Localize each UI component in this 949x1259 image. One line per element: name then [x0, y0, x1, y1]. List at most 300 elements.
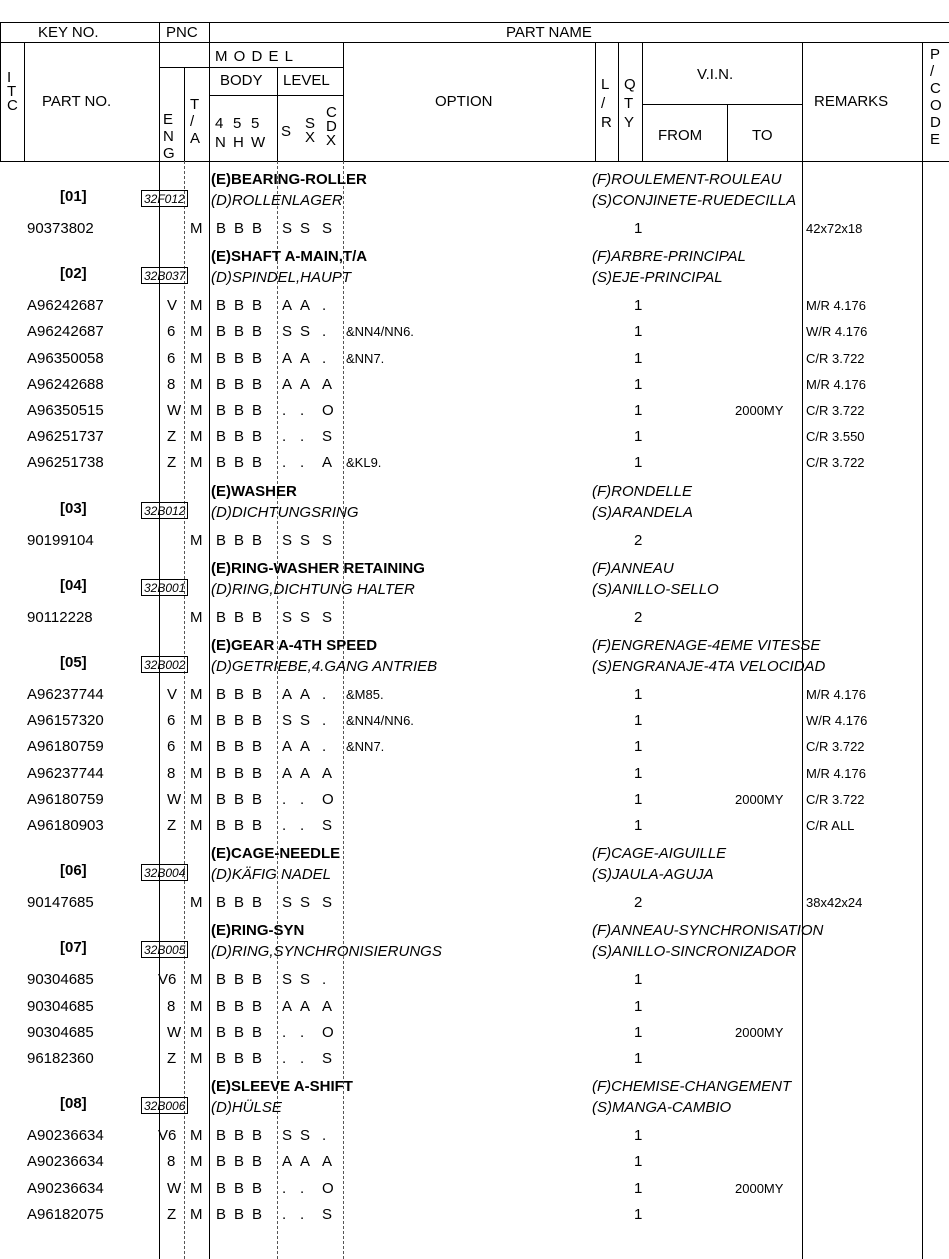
level-code: . — [322, 712, 327, 730]
part-name-en: (E)SLEEVE A-SHIFT — [211, 1078, 353, 1096]
body-code: B — [216, 997, 227, 1015]
body-code: B — [216, 971, 227, 989]
body-code: B — [234, 1153, 245, 1171]
level-code: S — [282, 894, 293, 912]
level-code: S — [282, 971, 293, 989]
part-number: A96182075 — [27, 1205, 104, 1223]
part-number: 90199104 — [27, 531, 94, 549]
ta-header-letter: T — [190, 96, 200, 113]
ta-code: M — [190, 402, 203, 419]
body-code: B — [234, 297, 245, 315]
ta-code: M — [190, 1023, 203, 1041]
body-code: B — [216, 220, 227, 237]
body-code: B — [216, 1179, 227, 1197]
ta-code: M — [190, 686, 203, 703]
quantity: 2 — [634, 894, 643, 912]
part-name-fr: (F)ROULEMENT-ROULEAU — [592, 171, 782, 188]
part-name-de: (D)SPINDEL,HAUPT — [211, 269, 352, 287]
quantity: 1 — [634, 454, 643, 472]
vin-rule — [642, 104, 802, 105]
quantity: 1 — [634, 712, 643, 730]
quantity: 1 — [634, 764, 643, 782]
level-code: . — [282, 790, 287, 808]
part-name-de: (D)HÜLSE — [211, 1099, 282, 1117]
key-number: [06] — [60, 862, 87, 880]
level-code: O — [322, 1023, 334, 1041]
body-code: B — [234, 220, 245, 237]
part-number: A96237744 — [27, 764, 104, 782]
option-code: &KL9. — [346, 455, 382, 471]
body-code: B — [234, 790, 245, 808]
option-divider — [343, 42, 344, 161]
body-code: B — [252, 1179, 263, 1197]
part-number: A96350058 — [27, 349, 104, 367]
body-code: B — [252, 817, 263, 834]
body-code: B — [252, 971, 263, 989]
level-code: A — [300, 1153, 311, 1171]
part-number: A96180903 — [27, 817, 104, 834]
itc-divider — [24, 42, 25, 161]
model-header: M O D E L — [215, 48, 295, 65]
quantity: 1 — [634, 971, 643, 989]
eng-code: V — [167, 297, 178, 315]
eng-code: Z — [167, 817, 177, 834]
level-code: A — [282, 349, 293, 367]
body-code: B — [234, 1179, 245, 1197]
body-code: B — [252, 402, 263, 419]
remarks-text: M/R 4.176 — [806, 298, 866, 314]
body-code: B — [252, 894, 263, 912]
level-code: S — [300, 712, 311, 730]
pnc-header: PNC — [166, 24, 198, 41]
pcode-header-letter: / — [930, 63, 935, 80]
body-code: B — [216, 738, 227, 756]
body-col-remarks — [802, 161, 803, 1259]
pcode-header-letter: E — [930, 131, 941, 148]
quantity: 1 — [634, 220, 643, 237]
part-name-en: (E)SHAFT A-MAIN,T/A — [211, 248, 368, 266]
quantity: 1 — [634, 1153, 643, 1171]
body-code: B — [252, 712, 263, 730]
part-number: A90236634 — [27, 1179, 104, 1197]
pnc-code: 32B005 — [141, 941, 188, 958]
ta-code: M — [190, 323, 203, 341]
lr-header-letter: / — [601, 95, 606, 112]
body-code: B — [234, 323, 245, 341]
body-code: B — [252, 531, 263, 549]
body-code: B — [216, 686, 227, 703]
ta-code: M — [190, 764, 203, 782]
frame-left — [0, 22, 1, 161]
ta-code: M — [190, 428, 203, 446]
part-name-fr: (F)ENGRENAGE-4EME VITESSE — [592, 637, 821, 654]
pcode-header-letter: P — [930, 46, 941, 63]
option-code: &NN7. — [346, 739, 385, 755]
part-name-de: (D)RING,DICHTUNG HALTER — [211, 580, 415, 598]
level-code: . — [282, 1023, 287, 1041]
part-name-fr: (F)CHEMISE-CHANGEMENT — [592, 1078, 792, 1096]
itc-header-letter: C — [7, 97, 18, 114]
pnc-code: 32B004 — [141, 864, 188, 881]
vin-divider — [642, 42, 643, 161]
quantity: 1 — [634, 1023, 643, 1041]
level-code: A — [282, 997, 293, 1015]
part-name-es: (S)ARANDELA — [592, 503, 693, 521]
vin-from: 2000MY — [735, 1180, 784, 1196]
pnc-code: 32B006 — [141, 1097, 188, 1114]
part-name-es: (S)EJE-PRINCIPAL — [592, 269, 723, 287]
part-name-es: (S)ENGRANAJE-4TA VELOCIDAD — [592, 658, 826, 675]
eng-code: Z — [167, 428, 177, 446]
body-code: B — [216, 349, 227, 367]
level-code: S — [322, 220, 333, 237]
ta-code: M — [190, 375, 203, 393]
eng-ta-divider — [184, 67, 185, 161]
body-code: B — [234, 712, 245, 730]
part-number: A90236634 — [27, 1127, 104, 1145]
level-code: . — [300, 1050, 305, 1067]
body-col-header-letter: 4 — [215, 115, 224, 132]
itc-header-letter: I — [7, 69, 12, 86]
level-code: A — [300, 764, 311, 782]
remarks-text: C/R ALL — [806, 818, 855, 833]
part-number: A96251737 — [27, 428, 104, 446]
part-name-header: PART NAME — [506, 24, 592, 41]
level-code: A — [282, 738, 293, 756]
pnc-code: 32B001 — [141, 579, 188, 596]
part-number: A96242687 — [27, 297, 104, 315]
body-code: B — [216, 454, 227, 472]
body-col-header-letter: W — [251, 134, 266, 151]
quantity: 1 — [634, 297, 643, 315]
part-number: A96242688 — [27, 375, 104, 393]
quantity: 1 — [634, 323, 643, 341]
body-code: B — [234, 402, 245, 419]
body-code: B — [252, 738, 263, 756]
level-code: . — [322, 971, 327, 989]
body-code: B — [252, 220, 263, 237]
body-code: B — [216, 1050, 227, 1067]
remarks-text: C/R 3.722 — [806, 403, 865, 418]
part-number: 96182360 — [27, 1050, 94, 1067]
level-code: A — [300, 738, 311, 756]
body-code: B — [216, 1153, 227, 1171]
part-number: 90112228 — [27, 608, 93, 626]
part-name-en: (E)GEAR A-4TH SPEED — [211, 637, 378, 654]
pnc-code: 32B002 — [141, 656, 188, 673]
key-number: [01] — [60, 188, 87, 205]
remarks-text: 38x42x24 — [806, 895, 863, 911]
level-header: LEVEL — [283, 72, 330, 89]
level-code: A — [322, 997, 333, 1015]
body-col-header-letter: 5 — [233, 115, 242, 132]
level-code: . — [300, 428, 305, 446]
remarks-divider — [802, 42, 803, 161]
ta-code: M — [190, 1179, 203, 1197]
body-code: B — [234, 817, 245, 834]
ta-code: M — [190, 738, 203, 756]
option-header: OPTION — [435, 93, 493, 110]
level-code: . — [322, 297, 327, 315]
eng-code: Z — [167, 1205, 177, 1223]
key-no-header: KEY NO. — [38, 24, 99, 41]
eng-code: 6 — [167, 738, 176, 756]
part-name-en: (E)CAGE-NEEDLE — [211, 845, 341, 863]
quantity: 1 — [634, 428, 643, 446]
remarks-header: REMARKS — [814, 93, 889, 110]
body-col-eng — [184, 161, 185, 1259]
part-name-fr: (F)ANNEAU — [592, 559, 674, 577]
quantity: 2 — [634, 531, 643, 549]
body-code: B — [252, 349, 263, 367]
body-code: B — [234, 764, 245, 782]
model-rule — [159, 67, 343, 68]
level-code: . — [300, 1179, 305, 1197]
ta-code: M — [190, 894, 203, 912]
part-number: A96157320 — [27, 712, 104, 730]
body-code: B — [234, 349, 245, 367]
option-code: &NN7. — [346, 350, 385, 366]
body-code: B — [216, 428, 227, 446]
eng-code: V — [167, 686, 178, 703]
part-name-de: (D)DICHTUNGSRING — [211, 503, 359, 521]
body-code: B — [252, 1153, 263, 1171]
body-code: B — [216, 297, 227, 315]
body-code: B — [216, 790, 227, 808]
remarks-text: W/R 4.176 — [806, 324, 868, 340]
level-code: S — [322, 428, 333, 446]
body-code: B — [252, 764, 263, 782]
body-code: B — [216, 608, 227, 626]
vin-from-header: FROM — [658, 127, 703, 144]
level-code: A — [282, 297, 293, 315]
remarks-text: C/R 3.550 — [806, 429, 865, 445]
body-col-pnc — [159, 161, 160, 1259]
level-code: . — [282, 817, 287, 834]
remarks-text: M/R 4.176 — [806, 376, 866, 392]
part-number: A96180759 — [27, 790, 104, 808]
eng-code: 8 — [167, 375, 176, 393]
level-code: . — [300, 817, 305, 834]
ta-code: M — [190, 790, 203, 808]
part-name-es: (S)MANGA-CAMBIO — [592, 1099, 732, 1117]
pcode-header-letter: C — [930, 80, 941, 97]
eng-code: V6 — [158, 1127, 177, 1145]
from-to-divider — [727, 104, 728, 161]
ta-code: M — [190, 712, 203, 730]
level-code: A — [322, 454, 333, 472]
body-code: B — [252, 608, 263, 626]
eng-header-letter: E — [163, 111, 174, 128]
level-code: S — [300, 531, 311, 549]
body-code: B — [234, 1050, 245, 1067]
part-number: 90373802 — [27, 220, 94, 237]
part-name-en: (E)WASHER — [211, 482, 297, 500]
body-code: B — [216, 375, 227, 393]
part-name-es: (S)CONJINETE-RUEDECILLA — [592, 192, 797, 209]
ta-code: M — [190, 297, 203, 315]
part-number: 90147685 — [27, 894, 94, 912]
body-code: B — [252, 1023, 263, 1041]
body-code: B — [252, 428, 263, 446]
body-code: B — [216, 712, 227, 730]
level-code: S — [322, 817, 333, 834]
quantity: 2 — [634, 608, 643, 626]
body-col-part — [209, 161, 210, 1259]
level-col-header-letter: X — [305, 129, 316, 146]
body-code: B — [252, 790, 263, 808]
body-col-header-letter: N — [215, 134, 226, 151]
body-col-header-letter: 5 — [251, 115, 260, 132]
part-name-de: (D)GETRIEBE,4.GANG ANTRIEB — [211, 658, 438, 675]
pcode-divider — [922, 42, 923, 161]
level-code: S — [282, 712, 293, 730]
ta-code: M — [190, 220, 203, 237]
pnc-code: 32F012 — [141, 190, 188, 207]
level-code: . — [282, 428, 287, 446]
level-code: A — [322, 1153, 333, 1171]
key-number: [05] — [60, 654, 87, 671]
remarks-text: C/R 3.722 — [806, 739, 865, 755]
key-number: [04] — [60, 576, 87, 594]
level-code: . — [322, 1127, 327, 1145]
pnc-code: 32B037 — [141, 267, 188, 284]
body-code: B — [252, 323, 263, 341]
body-code: B — [216, 402, 227, 419]
body-code: B — [234, 894, 245, 912]
level-code: . — [322, 686, 327, 703]
level-code: S — [300, 971, 311, 989]
level-code: . — [322, 323, 327, 341]
ta-code: M — [190, 608, 203, 626]
part-name-es: (S)ANILLO-SELLO — [592, 580, 719, 598]
part-name-fr: (F)CAGE-AIGUILLE — [592, 845, 727, 863]
level-code: S — [282, 323, 293, 341]
itc-header-letter: T — [7, 83, 17, 100]
remarks-text: M/R 4.176 — [806, 687, 866, 702]
part-no-header: PART NO. — [42, 93, 112, 110]
qty-divider — [618, 42, 619, 161]
body-level-rule — [209, 95, 343, 96]
level-code: A — [300, 297, 311, 315]
eng-code: W — [167, 402, 182, 419]
level-code: . — [322, 738, 327, 756]
level-col-header-letter: S — [305, 115, 316, 132]
quantity: 1 — [634, 375, 643, 393]
part-name-fr: (F)RONDELLE — [592, 482, 693, 500]
key-number: [02] — [60, 265, 87, 283]
body-code: B — [234, 531, 245, 549]
part-name-es: (S)JAULA-AGUJA — [592, 866, 714, 884]
level-code: S — [300, 1127, 311, 1145]
ta-code: M — [190, 349, 203, 367]
option-code: &NN4/NN6. — [346, 713, 414, 729]
level-code: S — [282, 531, 293, 549]
part-number: 90304685 — [27, 971, 94, 989]
eng-code: 6 — [167, 712, 176, 730]
eng-code: V6 — [158, 971, 177, 989]
vin-to-header: TO — [752, 127, 773, 144]
level-code: . — [300, 454, 305, 472]
body-code: B — [234, 997, 245, 1015]
option-code: &NN4/NN6. — [346, 324, 414, 340]
body-code: B — [216, 323, 227, 341]
ta-code: M — [190, 1205, 203, 1223]
ta-header-letter: / — [190, 113, 195, 130]
quantity: 1 — [634, 402, 643, 419]
body-code: B — [234, 1127, 245, 1145]
body-code: B — [252, 1050, 263, 1067]
body-col-pcode — [922, 161, 923, 1259]
level-code: A — [282, 764, 293, 782]
lr-header-letter: L — [601, 76, 610, 93]
qty-header-letter: Q — [624, 76, 636, 93]
ta-code: M — [190, 454, 203, 472]
header-bottom-rule — [0, 161, 949, 162]
level-code: . — [300, 402, 305, 419]
body-header: BODY — [220, 72, 263, 89]
part-name-fr: (F)ARBRE-PRINCIPAL — [592, 248, 746, 266]
level-col-header-letter: C — [326, 104, 337, 121]
body-code: B — [234, 428, 245, 446]
eng-code: 8 — [167, 1153, 176, 1171]
quantity: 1 — [634, 817, 643, 834]
eng-code: 8 — [167, 997, 176, 1015]
vin-header: V.I.N. — [697, 66, 734, 83]
pnc-code: 32B012 — [141, 502, 188, 519]
part-name-divider — [209, 22, 210, 161]
level-code: . — [322, 349, 327, 367]
level-code: S — [322, 1050, 333, 1067]
body-code: B — [252, 1205, 263, 1223]
body-code: B — [234, 1205, 245, 1223]
pcode-header-letter: O — [930, 97, 942, 114]
level-code: A — [300, 997, 311, 1015]
body-code: B — [252, 997, 263, 1015]
lr-divider — [595, 42, 596, 161]
quantity: 1 — [634, 1179, 643, 1197]
part-number: 90304685 — [27, 997, 94, 1015]
part-name-de: (D)ROLLENLAGER — [211, 192, 343, 209]
level-code: A — [300, 375, 311, 393]
level-code: O — [322, 1179, 334, 1197]
level-code: . — [300, 790, 305, 808]
part-name-en: (E)RING-WASHER RETAINING — [211, 559, 425, 577]
qty-header-letter: Y — [624, 114, 635, 131]
pcode-header-letter: D — [930, 114, 941, 131]
eng-code: W — [167, 790, 182, 808]
level-code: A — [300, 686, 311, 703]
level-code: . — [300, 1205, 305, 1223]
remarks-text: C/R 3.722 — [806, 350, 865, 366]
body-code: B — [216, 1023, 227, 1041]
body-code: B — [234, 738, 245, 756]
ta-code: M — [190, 531, 203, 549]
body-code: B — [252, 375, 263, 393]
body-level-divider — [277, 67, 278, 161]
level-code: O — [322, 402, 334, 419]
part-number: 90304685 — [27, 1023, 94, 1041]
part-name-de: (D)KÄFIG NADEL — [211, 866, 332, 884]
level-code: A — [282, 686, 293, 703]
quantity: 1 — [634, 349, 643, 367]
pnc-divider — [159, 22, 160, 161]
part-name-en: (E)BEARING-ROLLER — [211, 171, 367, 188]
quantity: 1 — [634, 686, 643, 703]
level-code: S — [322, 1205, 333, 1223]
level-code: A — [282, 1153, 293, 1171]
quantity: 1 — [634, 738, 643, 756]
